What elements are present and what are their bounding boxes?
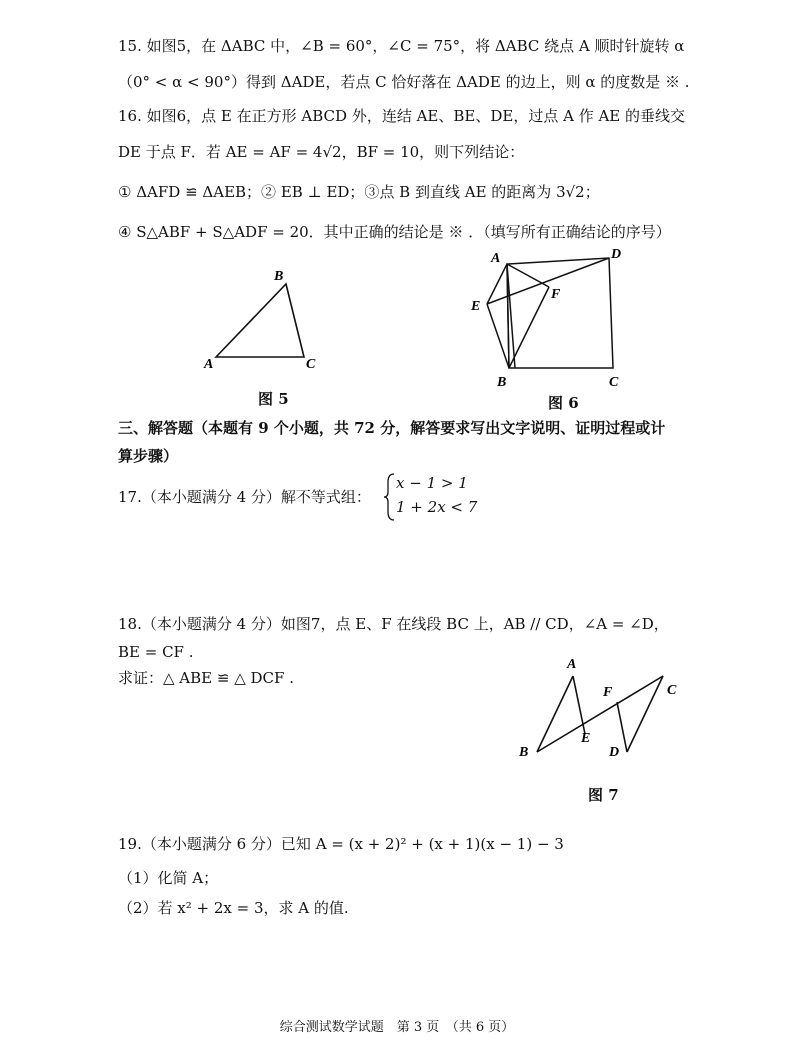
- q19-line3: （2）若 x² + 2x = 3，求 A 的值.: [118, 899, 349, 917]
- fig6-caption: 图 6: [548, 394, 579, 412]
- segment-ed: [487, 258, 609, 304]
- fig7-label-f: F: [603, 685, 613, 700]
- fig6-label-f: F: [551, 287, 561, 302]
- q19-line1: 19.（本小题满分 6 分）已知 A = (x + 2)² + (x + 1)(x − 1) − 3: [118, 835, 564, 853]
- segment-eb: [487, 304, 509, 368]
- q17-ineq1: x − 1 > 1: [396, 474, 468, 492]
- fig7-label-c: C: [667, 683, 677, 698]
- fig6-label-e: E: [471, 299, 481, 314]
- q15-line2: （0° < α < 90°）得到 ΔADE，若点 C 恰好落在 ΔADE 的边上，则 α 的度数是 ※ .: [118, 73, 690, 91]
- q17-prefix: 17.（本小题满分 4 分）解不等式组：: [118, 488, 371, 506]
- q18-line1: 18.（本小题满分 4 分）如图7，点 E、F 在线段 BC 上，AB // CD，∠A = ∠D，: [118, 615, 669, 633]
- section3-line2: 算步骤）: [118, 447, 179, 465]
- page-footer: 综合测试数学试题 第 3 页 （共 6 页）: [279, 1020, 515, 1035]
- segment-ae: [573, 676, 585, 734]
- q16-line2: DE 于点 F．若 AE = AF = 4√2，BF = 10，则下列结论：: [118, 143, 525, 161]
- q18-line2: BE = CF .: [118, 643, 194, 661]
- fig7-label-d: D: [609, 745, 620, 760]
- segment-af: [507, 264, 549, 287]
- fig7-label-a: A: [567, 657, 577, 672]
- fig7-label-e: E: [581, 731, 591, 746]
- q16-line3: ① ΔAFD ≌ ΔAEB；② EB ⊥ ED；③点 B 到直线 AE 的距离为 3√2；: [118, 183, 600, 201]
- figure-6: [465, 244, 635, 394]
- fig7-caption: 图 7: [588, 786, 619, 804]
- fig5-caption: 图 5: [258, 390, 289, 408]
- fig5-label-c: C: [306, 357, 316, 372]
- q17-inequality-system: [384, 472, 478, 522]
- q18-line3: 求证：△ ABE ≌ △ DCF .: [118, 669, 294, 687]
- q15-line1: 15. 如图5，在 ΔABC 中，∠B = 60°，∠C = 75°，将 ΔABC 绕点 A 顺时针旋转 α: [118, 37, 685, 55]
- figure-5: [200, 262, 330, 377]
- fig5-label-b: B: [274, 269, 284, 284]
- fig7-label-b: B: [519, 745, 529, 760]
- segment-bc: [537, 676, 663, 752]
- q17-ineq2: 1 + 2x < 7: [396, 498, 478, 516]
- fig6-label-a: A: [491, 251, 501, 266]
- q16-line4: ④ S△ABF + S△ADF = 20．其中正确的结论是 ※ ．（填写所有正确结论的序号）: [118, 223, 671, 241]
- brace-icon: [384, 472, 396, 522]
- triangle-abc: [216, 284, 304, 357]
- fig6-label-c: C: [609, 375, 619, 390]
- figure-7: [515, 652, 695, 768]
- section3-line1: 三、解答题（本题有 9 个小题，共 72 分，解答要求写出文字说明、证明过程或计: [118, 419, 666, 437]
- segment-bf: [509, 287, 549, 368]
- q19-line2: （1）化简 A；: [118, 869, 219, 887]
- square-abcd: [507, 258, 613, 368]
- fig5-label-a: A: [204, 357, 214, 372]
- fig6-label-b: B: [497, 375, 507, 390]
- fig6-label-d: D: [611, 247, 622, 262]
- q16-line1: 16. 如图6，点 E 在正方形 ABCD 外，连结 AE、BE、DE，过点 A 作 AE 的垂线交: [118, 107, 686, 125]
